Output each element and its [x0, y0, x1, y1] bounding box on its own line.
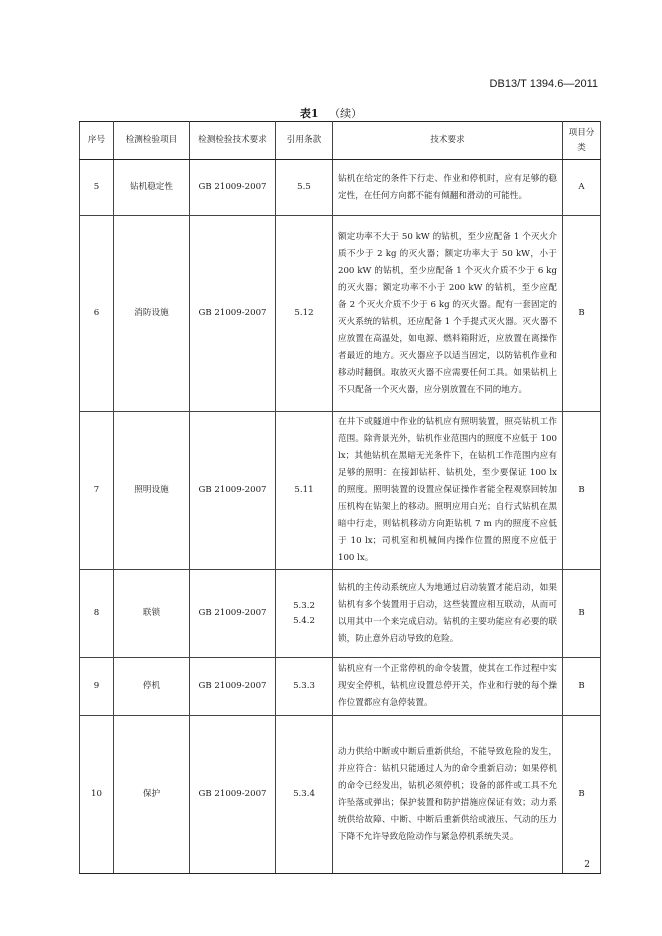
table-row — [80, 160, 601, 216]
table-row — [80, 216, 601, 412]
cell-clause: 5.3.3 — [276, 658, 333, 716]
table-caption-suffix: （续） — [329, 107, 363, 120]
table-row — [80, 716, 601, 874]
cell-requirement: 钻机应有一个正常停机的命令装置，使其在工作过程中实现安全停机，钻机应设置总停开关，作业和行驶的每个操作位置都应有急停装置。 — [333, 658, 563, 716]
cell-no: 8 — [80, 570, 114, 658]
cell-clause: 5.3.2 5.4.2 — [276, 570, 333, 658]
cell-no: 7 — [80, 412, 114, 570]
cell-standard: GB 21009-2007 — [190, 658, 276, 716]
table-header-row — [80, 122, 601, 160]
cell-standard: GB 21009-2007 — [190, 716, 276, 874]
cell-standard: GB 21009-2007 — [190, 160, 276, 216]
cell-no: 9 — [80, 658, 114, 716]
cell-requirement: 在井下或隧道中作业的钻机应有照明装置，照亮钻机工作范围。除背景光外，钻机作业范围内的照度不应低于 100 lx；其他钻机在黑暗无光条件下，在钻机工作范围内应有足够的照明：在接卸钻杆、钻机处，至少要保证 100 lx 的照度。照明装置的设置应保证操作者能全程观察回转加压机构在钻架上的移动。照明应用白光；自行式钻机在黑暗中行走，则钻机移动方向距钻机 7 m 内的照度不应低于 10 lx；司机室和机械间内操作位置的照度不应低于 100 lx。 — [333, 412, 563, 570]
cell-requirement: 钻机的主传动系统应人为地通过启动装置才能启动，如果钻机有多个装置用于启动，这些装置应相互联动，从而可以用其中一个来完成启动。钻机的主要功能应有必要的联锁，防止意外启动导致的危险。 — [333, 570, 563, 658]
cell-standard: GB 21009-2007 — [190, 412, 276, 570]
cell-requirement: 钻机在给定的条件下行走、作业和停机时，应有足够的稳定性，在任何方向都不能有倾翻和滑动的可能性。 — [333, 160, 563, 216]
cell-requirement: 动力供给中断或中断后重新供给，不能导致危险的发生，并应符合：钻机只能通过人为的命令重新启动；如果停机的命令已经发出，钻机必须停机；设备的部件或工具不允许坠落或弹出；保护装置和防护措施应保证有效；动力系统供给故障、中断、中断后重新供给或液压、气动的压力下降不允许导致危险动作与紧急停机系统失灵。 — [333, 716, 563, 874]
cell-item: 保护 — [114, 716, 190, 874]
cell-item: 消防设施 — [114, 216, 190, 412]
table-caption — [0, 105, 662, 121]
cell-category: A — [563, 160, 601, 216]
table-caption-label: 表1 — [299, 107, 319, 120]
header-item: 检测检验项目 — [114, 122, 190, 160]
header-category: 项目分类 — [563, 122, 601, 160]
cell-item: 钻机稳定性 — [114, 160, 190, 216]
cell-item: 联锁 — [114, 570, 190, 658]
cell-item: 停机 — [114, 658, 190, 716]
page-number: 2 — [584, 860, 590, 870]
cell-category: B — [563, 216, 601, 412]
cell-clause: 5.5 — [276, 160, 333, 216]
cell-category: B — [563, 716, 601, 874]
cell-no: 5 — [80, 160, 114, 216]
cell-standard: GB 21009-2007 — [190, 570, 276, 658]
header-requirement: 技术要求 — [333, 122, 563, 160]
cell-clause: 5.3.4 — [276, 716, 333, 874]
inspection-spec-table — [79, 121, 601, 874]
header-standard: 检测检验技术要求 — [190, 122, 276, 160]
table-row — [80, 658, 601, 716]
cell-category: B — [563, 658, 601, 716]
cell-item: 照明设施 — [114, 412, 190, 570]
cell-no: 6 — [80, 216, 114, 412]
cell-standard: GB 21009-2007 — [190, 216, 276, 412]
cell-category: B — [563, 412, 601, 570]
cell-no: 10 — [80, 716, 114, 874]
standard-code: DB13/T 1394.6—2011 — [489, 78, 598, 90]
cell-clause: 5.12 — [276, 216, 333, 412]
header-no: 序号 — [80, 122, 114, 160]
table-row — [80, 570, 601, 658]
cell-clause: 5.11 — [276, 412, 333, 570]
cell-requirement: 额定功率不大于 50 kW 的钻机，至少应配备 1 个灭火介质不少于 2 kg 的灭火器；额定功率大于 50 kW，小于 200 kW 的钻机，至少应配备 1 个灭火介质不少于 6 kg 的灭火器；额定功率不小于 200 kW 的钻机，至少应配备 2 个灭火介质不少于 6 kg 的灭火器。配有一套固定的灭火系统的钻机，还应配备 1 个手提式灭火器。灭火器不应放置在高温处，如电源、燃料箱附近，应放置在离操作者最近的地方。灭火器应予以适当固定，以防钻机作业和移动时翻倒。取放灭火器不应需要任何工具。如果钻机上不只配备一个灭火器，应分别放置在不同的地方。 — [333, 216, 563, 412]
header-clause: 引用条款 — [276, 122, 333, 160]
cell-category: B — [563, 570, 601, 658]
table-row — [80, 412, 601, 570]
